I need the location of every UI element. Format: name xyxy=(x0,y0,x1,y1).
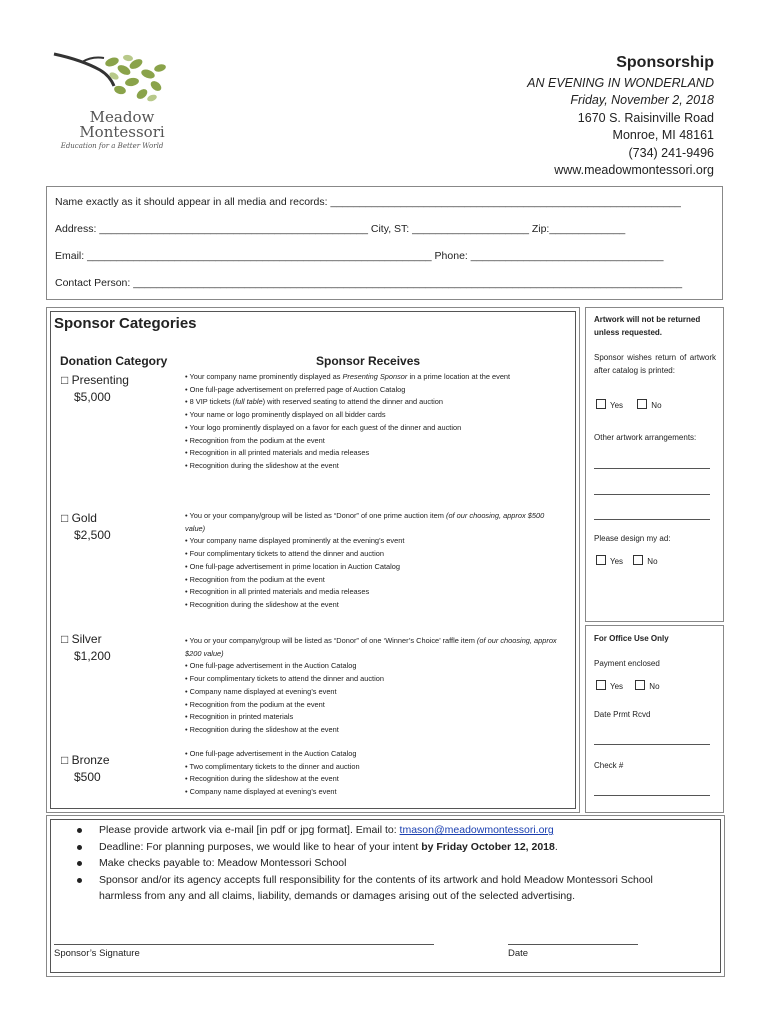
check-number-label: Check # xyxy=(594,761,624,770)
notes-list xyxy=(77,822,707,905)
website: www.meadowmontessori.org xyxy=(554,163,714,177)
email-phone-field[interactable]: Email: ___________________________________________________________ Phone: _________________________________ xyxy=(55,250,664,262)
payment-yes-checkbox[interactable] xyxy=(596,680,606,690)
return-yes-checkbox[interactable] xyxy=(596,399,606,409)
date-received-line[interactable] xyxy=(594,743,710,745)
payment-no-checkbox[interactable] xyxy=(635,680,645,690)
other-line-1[interactable] xyxy=(594,467,710,469)
benefits-presenting: • Your company name prominently displayed as Presenting Sponsor in a prime location at the event • One full-page advertisement on preferred page of Auction Catalog • 8 VIP tickets (full table) with reserved seating to attend the dinner and auction • Your name or logo prominently displayed on all bidder cards • Your logo prominently displayed on a favor for each guest of the dinner and auction • Recognition from the podium at the event • Recognition in all printed materials and media releases • Recognition during the slideshow at the event xyxy=(185,372,511,470)
other-arrangements-label: Other artwork arrangements: xyxy=(594,433,697,442)
note-artwork: Please provide artwork via e-mail [in pdf or jpg format]. Email to: tmason@meadowmontessori.org xyxy=(77,822,707,839)
header xyxy=(527,54,714,180)
date-line[interactable] xyxy=(508,944,638,946)
event-date: Friday, November 2, 2018 xyxy=(570,93,714,107)
street-address: 1670 S. Raisinville Road xyxy=(577,110,714,125)
city-address: Monroe, MI 48161 xyxy=(612,128,714,142)
sponsor-signature-label: Sponsor’s Signature xyxy=(54,948,140,959)
note-checks: Make checks payable to: Meadow Montessori School xyxy=(77,855,707,872)
office-title: For Office Use Only xyxy=(594,634,669,643)
logo-tagline: Education for a Better World xyxy=(60,142,164,150)
date-label: Date xyxy=(508,948,529,959)
signature-line[interactable] xyxy=(54,944,434,946)
event-name: AN EVENING IN WONDERLAND xyxy=(527,75,714,90)
contact-person-field[interactable]: Contact Person: ______________________________________________________________________________________________ xyxy=(55,277,683,289)
other-line-2[interactable] xyxy=(594,493,710,495)
payment-enclosed-label: Payment enclosed xyxy=(594,659,660,668)
return-no-checkbox[interactable] xyxy=(637,399,647,409)
section-title: Sponsor Categories xyxy=(54,315,197,332)
design-no-checkbox[interactable] xyxy=(633,555,643,565)
benefits-silver: • You or your company/group will be listed as “Donor” of one ‘Winner’s Choice’ raffle item (of our choosing, approx $200 value) • One full-page advertisement in the Auction Catalog • Four complimentary tickets to attend the dinner and auction • Company name displayed at evening’s event • Recognition from the podium at the event • Recognition in printed materials • Recognition during the slideshow at the event xyxy=(185,636,557,734)
donation-category-header: Donation Category xyxy=(60,354,168,368)
sponsor-receives-header: Sponsor Receives xyxy=(316,354,421,368)
level-gold[interactable]: □ Gold $2,500 xyxy=(61,511,111,542)
phone-number: (734) 241-9496 xyxy=(628,145,714,160)
address-field[interactable]: Address: ______________________________________________ City, ST: ____________________ Zip:_____________ xyxy=(55,223,626,235)
email-link[interactable]: tmason@meadowmontessori.org xyxy=(399,824,554,836)
artwork-notice: Artwork will not be returned unless requested. xyxy=(594,315,701,337)
design-yes-checkbox[interactable] xyxy=(596,555,606,565)
level-presenting[interactable]: □ Presenting $5,000 xyxy=(61,373,129,404)
name-field[interactable]: Name exactly as it should appear in all media and records: ____________________________________________________________ xyxy=(55,196,681,208)
payment-options: Yes No xyxy=(596,680,660,694)
date-received-label: Date Prmt Rcvd xyxy=(594,710,651,719)
benefits-gold: • You or your company/group will be listed as “Donor” of one prime auction item (of our choosing, approx $500 value) • Your company name displayed prominently at the evening’s event • Four complimentary tickets to attend the dinner and auction • One full-page advertisement in prime location in Auction Catalog • Recognition from the podium at the event • Recognition in all printed materials and media releases • Recognition during the slideshow at the event xyxy=(185,511,545,609)
school-logo xyxy=(52,50,172,160)
level-bronze[interactable]: □ Bronze $500 xyxy=(61,753,110,784)
page-title: Sponsorship xyxy=(616,54,714,71)
design-options: Yes No xyxy=(596,555,658,569)
tree-branch-icon xyxy=(52,50,172,115)
note-liability: Sponsor and/or its agency accepts full responsibility for the contents of its artwork and hold Meadow Montessori School harmless from any and all claims, liability, demands or damages arising out of the selected advertising. xyxy=(77,872,689,905)
design-ad-label: Please design my ad: xyxy=(594,534,671,543)
level-silver[interactable]: □ Silver $1,200 xyxy=(61,632,111,663)
return-options: Yes No xyxy=(596,399,662,413)
logo-name: Meadow Montessori xyxy=(79,108,165,141)
other-line-3[interactable] xyxy=(594,518,710,520)
contact-info-box xyxy=(46,186,723,300)
check-number-line[interactable] xyxy=(594,794,710,796)
note-deadline: Deadline: For planning purposes, we would like to hear of your intent by Friday October 12, 2018. xyxy=(77,839,707,856)
artwork-return-question: Sponsor wishes return of artwork after catalog is printed: xyxy=(594,353,716,375)
benefits-bronze: • One full-page advertisement in the Auction Catalog • Two complimentary tickets to the dinner and auction • Recognition during the slideshow at the event • Company name displayed at evening’s event xyxy=(185,749,360,797)
